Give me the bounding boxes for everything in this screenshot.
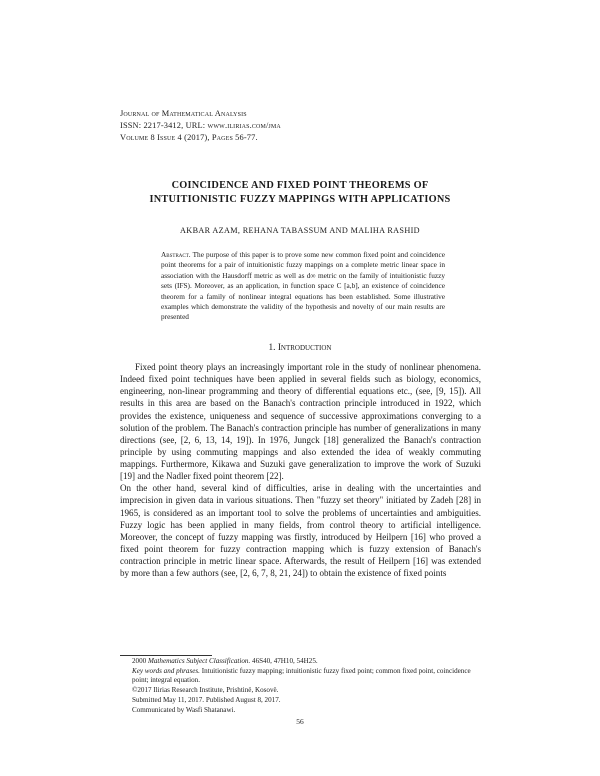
paragraph-1: Fixed point theory plays an increasingly important role in the study of nonlinear phenomena. Indeed fixed point techniques have been applied in several fields such as biology, economics, engineering, non-linear programming and theory of differential equations etc., (see, [9, 15]). All results in this area are based on the Banach's contraction principle introduced in 1922, which provides the existence, uniqueness and sequence of successive approximations converging to a solution of the problem. The Banach's contraction principle has number of generalizations in many directions (see, [2, 6, 13, 14, 19]). In 1976, Jungck [18] generalized the Banach's contraction principle by using commuting mappings and also extended the idea of weakly commuting mappings. Furthermore, Kikawa and Suzuki gave generalization to improve the work of Suzuki [19] and the Nadler fixed point theorem [22].	[120, 362, 481, 482]
footnote-communicated: Communicated by Wasfi Shatanawi.	[132, 705, 236, 714]
section-number: 1.	[268, 343, 276, 353]
msc-label: Mathematics Subject Classification.	[147, 657, 251, 665]
journal-issn-url: ISSN: 2217-3412, URL: www.ilirias.com/jma	[120, 121, 281, 131]
journal-header	[120, 108, 281, 144]
keywords-label: Key words and phrases.	[132, 666, 200, 675]
footnote-keywords	[120, 667, 481, 686]
page-number: 56	[296, 717, 304, 726]
abstract-text: The purpose of this paper is to prove some new common fixed point and coincidence point theorems for a pair of intuitionistic fuzzy mappings on a complete metric linear space in association with the Hausdorff metric as well as d∞ metric on the family of intuitionistic fuzzy sets (IFS). Moreover, as an application, in function space C [a,b], an existence of coincidence theorem for a family of nonlinear integral equations has been established. Some illustrative examples which demonstrate the validity of the hypothesis and novelty of our main results are presented	[161, 250, 445, 322]
title-line-2: INTUITIONISTIC FUZZY MAPPINGS WITH APPLICATIONS	[149, 193, 451, 205]
authors: AKBAR AZAM, REHANA TABASSUM AND MALIHA RASHID	[180, 226, 420, 235]
footnote-copyright: ©2017 Ilirias Research Institute, Prishtinë, Kosovë.	[132, 686, 279, 695]
paper-title	[100, 179, 500, 206]
body-text	[120, 361, 481, 579]
journal-volume: Volume 8 Issue 4 (2017), Pages 56-77.	[120, 133, 258, 143]
keywords-text: Intuitionistic fuzzy mapping; intuitionistic fuzzy fixed point; common fixed point, coincidence point; integral equation.	[132, 666, 471, 685]
footnote-rule	[120, 655, 212, 656]
msc-year: 2000	[132, 657, 147, 665]
section-name: Introduction	[277, 343, 332, 353]
msc-codes: 46S40, 47H10, 54H25.	[252, 657, 318, 665]
title-line-1: COINCIDENCE AND FIXED POINT THEOREMS OF	[171, 180, 429, 191]
footnotes	[120, 657, 481, 715]
footnote-submitted: Submitted May 11, 2017. Published August 8, 2017.	[132, 695, 281, 704]
section-heading	[100, 343, 500, 353]
paragraph-2: On the other hand, several kind of difficulties, arise in dealing with the uncertainties and imprecision in given data in various situations. Then "fuzzy set theory" initiated by Zadeh [28] in 1965, is considered as an important tool to solve the problems of uncertainties and ambiguities. Fuzzy logic has been applied in many fields, from control theory to artificial intelligence. Moreover, the concept of fuzzy mapping was firstly, introduced by Heilpern [16] who proved a fixed point theorem for fuzzy contraction mapping which is fuzzy extension of Banach's contraction principle in metric linear space. Afterwards, the result of Heilpern [16] was extended by more than a few authors (see, [2, 6, 7, 8, 21, 24]) to obtain the existence of fixed points	[120, 483, 481, 579]
abstract-label: Abstract.	[161, 250, 191, 259]
abstract	[161, 250, 445, 323]
journal-name: Journal of Mathematical Analysis	[120, 109, 247, 118]
footnote-msc	[120, 657, 481, 667]
